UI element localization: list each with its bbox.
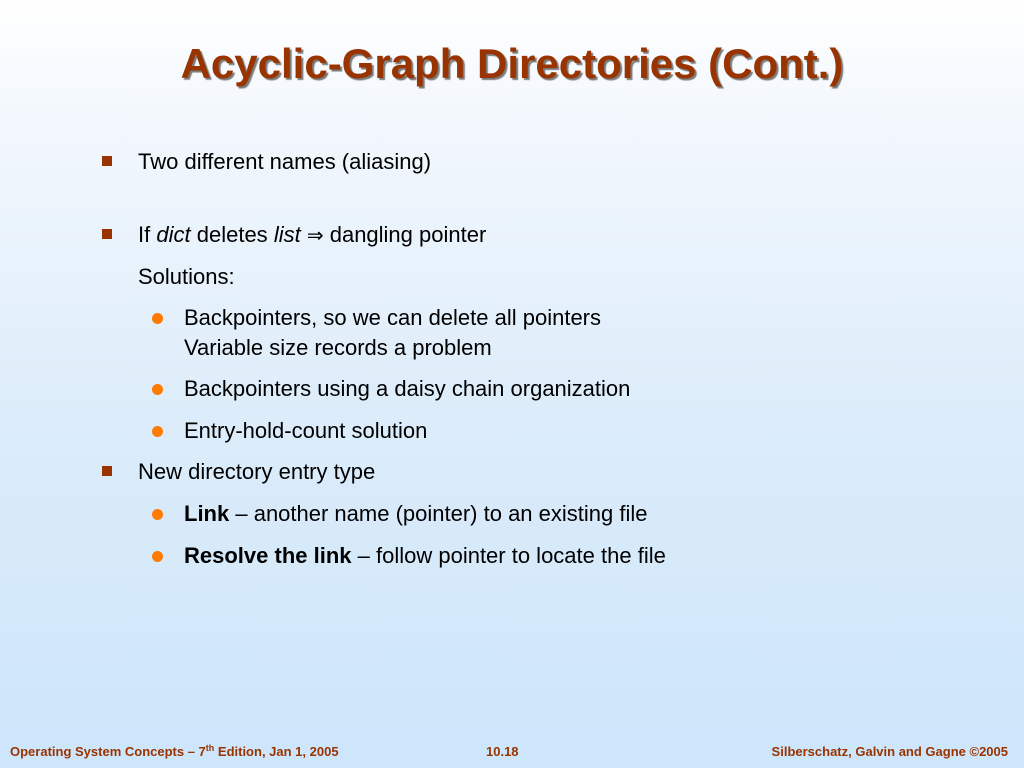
solutions-label: Solutions: — [138, 264, 235, 289]
deletes-word: deletes — [196, 222, 268, 247]
square-bullet-icon — [102, 156, 112, 166]
round-bullet-icon — [152, 509, 163, 520]
footer-page-number: 10.18 — [486, 744, 519, 759]
round-bullet-icon — [152, 384, 163, 395]
round-bullet-icon — [152, 426, 163, 437]
implies-arrow-icon: ⇒ — [306, 223, 324, 247]
list-term: list — [273, 222, 301, 247]
dict-term: dict — [156, 222, 191, 247]
if-word: If — [138, 222, 151, 247]
bullet-new-entry-type: New directory entry type — [138, 459, 376, 484]
resolve-definition — [184, 543, 666, 569]
link-definition — [184, 501, 647, 527]
square-bullet-icon — [102, 229, 112, 239]
footer-book-title: Operating System Concepts – 7th Edition, Jan 1, 2005 — [10, 743, 339, 759]
resolve-description: – follow pointer to locate the file — [357, 543, 666, 568]
square-bullet-icon — [102, 466, 112, 476]
footer-copyright: Silberschatz, Galvin and Gagne ©2005 — [771, 744, 1008, 759]
bullet-dangling-pointer — [138, 222, 486, 248]
solution-entry-hold-count: Entry-hold-count solution — [184, 418, 428, 443]
link-term: Link — [184, 501, 230, 526]
bullet-aliasing: Two different names (aliasing) — [138, 149, 432, 174]
round-bullet-icon — [152, 313, 163, 324]
round-bullet-icon — [152, 551, 163, 562]
solution-backpointers-note: Variable size records a problem — [184, 335, 492, 360]
solution-backpointers: Backpointers, so we can delete all pointers — [184, 305, 602, 330]
resolve-term: Resolve the link — [184, 543, 352, 568]
slide-title: Acyclic-Graph Directories (Cont.) — [180, 40, 844, 87]
link-description: – another name (pointer) to an existing file — [235, 501, 648, 526]
solution-daisy-chain: Backpointers using a daisy chain organization — [184, 376, 631, 401]
dangling-result: dangling pointer — [329, 222, 487, 247]
